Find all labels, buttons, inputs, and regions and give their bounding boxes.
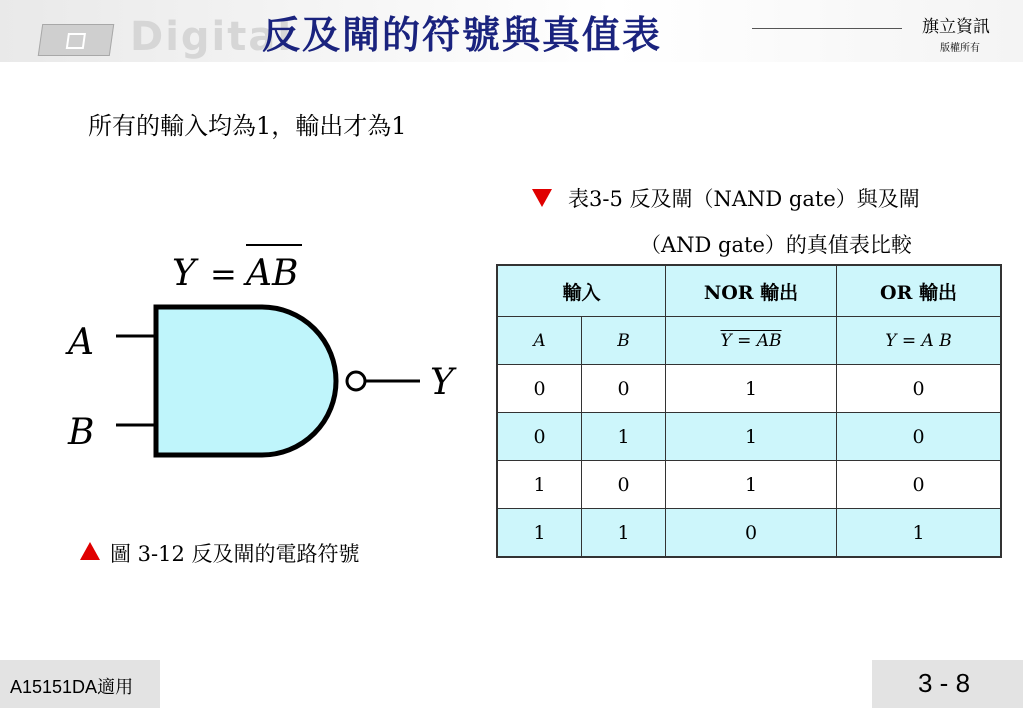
header-input: 輸入 bbox=[497, 265, 666, 317]
cell-a: 1 bbox=[497, 509, 582, 558]
cell-nand: 1 bbox=[666, 413, 837, 461]
gate-expression-y: Y bbox=[172, 253, 196, 294]
cell-b: 1 bbox=[582, 413, 666, 461]
table-caption-line1: 表3-5 反及閘（NAND gate）與及閘 bbox=[568, 187, 920, 211]
input-a-label: A bbox=[68, 322, 94, 363]
cell-b: 0 bbox=[582, 461, 666, 509]
page-title: 反及閘的符號與真值表 bbox=[262, 12, 663, 57]
subheader-a: A bbox=[497, 317, 582, 365]
publisher-name: 旗立資訊 bbox=[922, 17, 990, 37]
output-y-label: Y bbox=[430, 362, 454, 403]
figure-caption: 圖 3-12 反及閘的電路符號 bbox=[110, 542, 360, 566]
cell-and: 0 bbox=[837, 413, 1002, 461]
cell-and: 1 bbox=[837, 509, 1002, 558]
rights-notice: 版權所有 bbox=[940, 43, 980, 54]
page-number: 3 - 8 bbox=[918, 668, 971, 698]
gate-expression-ab: AB bbox=[246, 253, 299, 294]
nand-gate-body bbox=[156, 307, 336, 455]
table-row bbox=[497, 509, 1001, 558]
triangle-down-icon bbox=[532, 189, 552, 207]
statement-text: 所有的輸入均為1，輸出才為1 bbox=[88, 112, 407, 140]
cell-b: 0 bbox=[582, 365, 666, 413]
table-row bbox=[497, 461, 1001, 509]
truth-table bbox=[496, 264, 1002, 558]
cell-nand: 1 bbox=[666, 461, 837, 509]
cell-a: 1 bbox=[497, 461, 582, 509]
table-header-row bbox=[497, 265, 1001, 317]
table-row bbox=[497, 413, 1001, 461]
table-row bbox=[497, 365, 1001, 413]
header-or-output: OR 輸出 bbox=[837, 265, 1002, 317]
inversion-bubble bbox=[347, 372, 365, 390]
input-b-label: B bbox=[68, 412, 95, 453]
table-caption-line2: （AND gate）的真值表比較 bbox=[640, 233, 912, 257]
gate-expression-eq: = bbox=[210, 255, 237, 293]
table-subheader-row bbox=[497, 317, 1001, 365]
cell-a: 0 bbox=[497, 365, 582, 413]
cell-and: 0 bbox=[837, 461, 1002, 509]
cell-nand: 1 bbox=[666, 365, 837, 413]
subheader-and-expression: Y = A B bbox=[837, 317, 1002, 365]
watermark-text: Digital bbox=[130, 14, 294, 60]
nand-expression: Y = AB bbox=[720, 330, 782, 351]
cell-b: 1 bbox=[582, 509, 666, 558]
course-code: A15151DA適用 bbox=[10, 677, 134, 697]
subheader-nand-expression bbox=[666, 317, 837, 365]
cell-and: 0 bbox=[837, 365, 1002, 413]
triangle-up-icon bbox=[80, 542, 100, 560]
cell-a: 0 bbox=[497, 413, 582, 461]
header-nor-output: NOR 輸出 bbox=[666, 265, 837, 317]
cell-nand: 0 bbox=[666, 509, 837, 558]
subheader-b: B bbox=[582, 317, 666, 365]
